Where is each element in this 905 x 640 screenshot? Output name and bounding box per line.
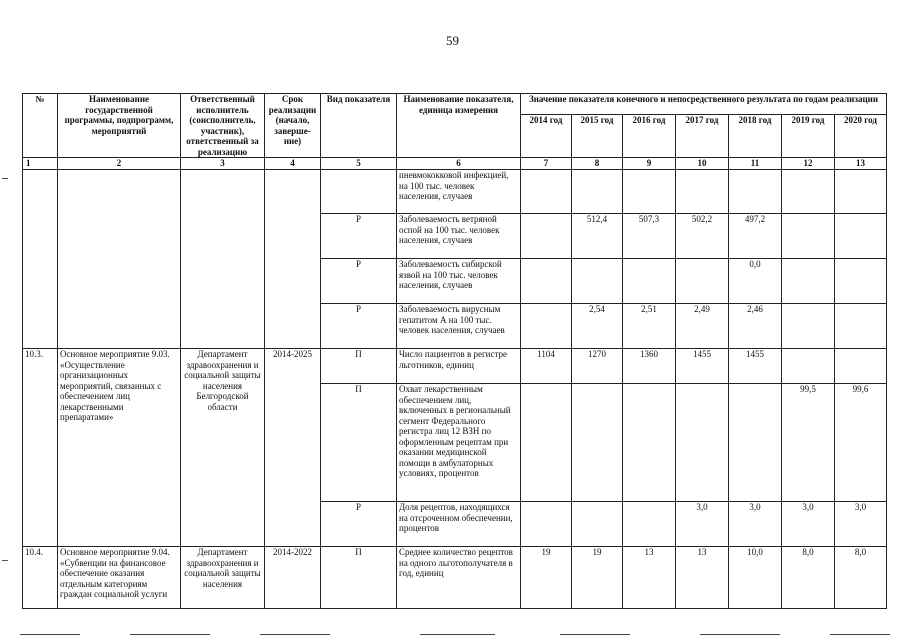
row-value (572, 384, 623, 502)
row-value: 2,46 (729, 304, 782, 349)
table-row (23, 349, 887, 384)
row-indicator-name: Заболеваемость ветряной оспой на 100 тыс. человек населения, случаев (397, 214, 521, 259)
header-year: 2016 год (623, 115, 676, 158)
row-value (676, 170, 729, 214)
column-number: 13 (835, 158, 887, 170)
row-type: Р (321, 502, 397, 547)
row-value (782, 214, 835, 259)
row-value (782, 259, 835, 304)
row-value (521, 304, 572, 349)
row-value: 8,0 (782, 547, 835, 609)
column-number: 4 (265, 158, 321, 170)
row-program (58, 170, 181, 349)
row-program: Основное мероприятие 9.04. «Субвенции на финансовое обеспечение оказания отдельным категориям граждан социальной услуги (58, 547, 181, 609)
column-number: 11 (729, 158, 782, 170)
header-year: 2017 год (676, 115, 729, 158)
row-indicator-name: Заболеваемость вирусным гепатитом А на 100 тыс. человек населения, случаев (397, 304, 521, 349)
row-value (623, 502, 676, 547)
row-value: 1270 (572, 349, 623, 384)
row-value (623, 170, 676, 214)
page-number: 59 (446, 33, 459, 48)
page-edge-line (700, 634, 780, 635)
row-value: 1455 (676, 349, 729, 384)
row-indicator-name: пневмококковой инфекцией, на 100 тыс. человек населения, случаев (397, 170, 521, 214)
row-value: 512,4 (572, 214, 623, 259)
row-value: 1360 (623, 349, 676, 384)
row-value (521, 170, 572, 214)
row-type: Р (321, 214, 397, 259)
row-type: Р (321, 259, 397, 304)
row-value: 507,3 (623, 214, 676, 259)
row-value (835, 349, 887, 384)
header-no: № (23, 94, 58, 158)
table-row (23, 170, 887, 214)
row-no: 10.4. (23, 547, 58, 609)
page-edge-line (560, 634, 630, 635)
header-year: 2015 год (572, 115, 623, 158)
row-value: 2,51 (623, 304, 676, 349)
row-program: Основное мероприятие 9.03. «Осуществление организационных мероприятий, связанных с обеспечением лиц лекарственными препаратами» (58, 349, 181, 547)
row-indicator-name: Заболеваемость сибирской язвой на 100 тыс. человек населения, случаев (397, 259, 521, 304)
header-indicator-name: Наименование показателя, единица измерения (397, 94, 521, 158)
row-no (23, 170, 58, 349)
row-value: 2,49 (676, 304, 729, 349)
row-value (729, 170, 782, 214)
row-indicator-name: Число пациентов в регистре льготников, единиц (397, 349, 521, 384)
page-edge-line (420, 634, 495, 635)
row-value (521, 214, 572, 259)
row-term: 2014-2022 (265, 547, 321, 609)
row-value: 3,0 (835, 502, 887, 547)
row-executor (181, 170, 265, 349)
row-indicator-name: Охват лекарственным обеспечением лиц, включенных в региональный сегмент Федерального регистра лиц 12 ВЗН по оформленным рецептам при оказании медицинской помощи в амбулаторных условиях, процентов (397, 384, 521, 502)
row-value (521, 384, 572, 502)
header-indicator-type: Вид показателя (321, 94, 397, 158)
row-value: 99,5 (782, 384, 835, 502)
row-value: 10,0 (729, 547, 782, 609)
column-number: 8 (572, 158, 623, 170)
header-program: Наименование государственной программы, подпрограмм, мероприятий (58, 94, 181, 158)
row-value (782, 170, 835, 214)
row-value (623, 259, 676, 304)
column-number: 12 (782, 158, 835, 170)
row-value (676, 384, 729, 502)
row-value (835, 304, 887, 349)
column-number: 2 (58, 158, 181, 170)
row-value (729, 384, 782, 502)
column-number-row (23, 158, 887, 170)
row-value: 502,2 (676, 214, 729, 259)
row-type: П (321, 547, 397, 609)
row-value (623, 384, 676, 502)
column-number: 5 (321, 158, 397, 170)
row-type: П (321, 349, 397, 384)
row-value: 3,0 (782, 502, 835, 547)
row-value: 1104 (521, 349, 572, 384)
header-year: 2018 год (729, 115, 782, 158)
row-value (521, 502, 572, 547)
row-value (835, 214, 887, 259)
column-number: 9 (623, 158, 676, 170)
row-value: 0,0 (729, 259, 782, 304)
row-indicator-name: Среднее количество рецептов на одного льготополучателя в год, единиц (397, 547, 521, 609)
column-number: 1 (23, 158, 58, 170)
column-number: 6 (397, 158, 521, 170)
page-edge-line (830, 634, 890, 635)
page-edge-line (20, 634, 80, 635)
page-edge-line (260, 634, 330, 635)
row-value: 99,6 (835, 384, 887, 502)
row-value: 2,54 (572, 304, 623, 349)
row-executor: Департамент здравоохранения и социальной защиты населения (181, 547, 265, 609)
margin-tick (2, 178, 8, 179)
row-indicator-name: Доля рецептов, находящихся на отсроченном обеспечении, процентов (397, 502, 521, 547)
row-value (835, 170, 887, 214)
row-value (676, 259, 729, 304)
row-value (782, 304, 835, 349)
row-type: Р (321, 304, 397, 349)
row-value: 497,2 (729, 214, 782, 259)
row-term (265, 170, 321, 349)
header-term: Срок реализации (начало, заверше-ние) (265, 94, 321, 158)
column-number: 3 (181, 158, 265, 170)
table-row (23, 547, 887, 609)
row-value (572, 170, 623, 214)
header-year: 2019 год (782, 115, 835, 158)
column-number: 7 (521, 158, 572, 170)
row-value: 13 (676, 547, 729, 609)
row-term: 2014-2025 (265, 349, 321, 547)
program-indicators-table (22, 93, 887, 609)
row-value: 8,0 (835, 547, 887, 609)
row-executor: Департамент здравоохранения и социальной защиты населения Белгородской области (181, 349, 265, 547)
header-executor: Ответственный исполнитель (соисполнитель, участник), ответственный за реализацию (181, 94, 265, 158)
header-year: 2014 год (521, 115, 572, 158)
row-value: 3,0 (676, 502, 729, 547)
row-value (835, 259, 887, 304)
page-edge-line (130, 634, 210, 635)
row-type: П (321, 384, 397, 502)
margin-tick (2, 560, 8, 561)
row-no: 10.3. (23, 349, 58, 547)
row-value: 13 (623, 547, 676, 609)
row-value (521, 259, 572, 304)
column-number: 10 (676, 158, 729, 170)
row-value (572, 259, 623, 304)
row-value: 19 (572, 547, 623, 609)
row-value: 19 (521, 547, 572, 609)
header-values-group: Значение показателя конечного и непосредственного результата по годам реализации (521, 94, 887, 115)
row-value (572, 502, 623, 547)
row-value (782, 349, 835, 384)
row-value: 3,0 (729, 502, 782, 547)
header-year: 2020 год (835, 115, 887, 158)
row-type (321, 170, 397, 214)
row-value: 1455 (729, 349, 782, 384)
